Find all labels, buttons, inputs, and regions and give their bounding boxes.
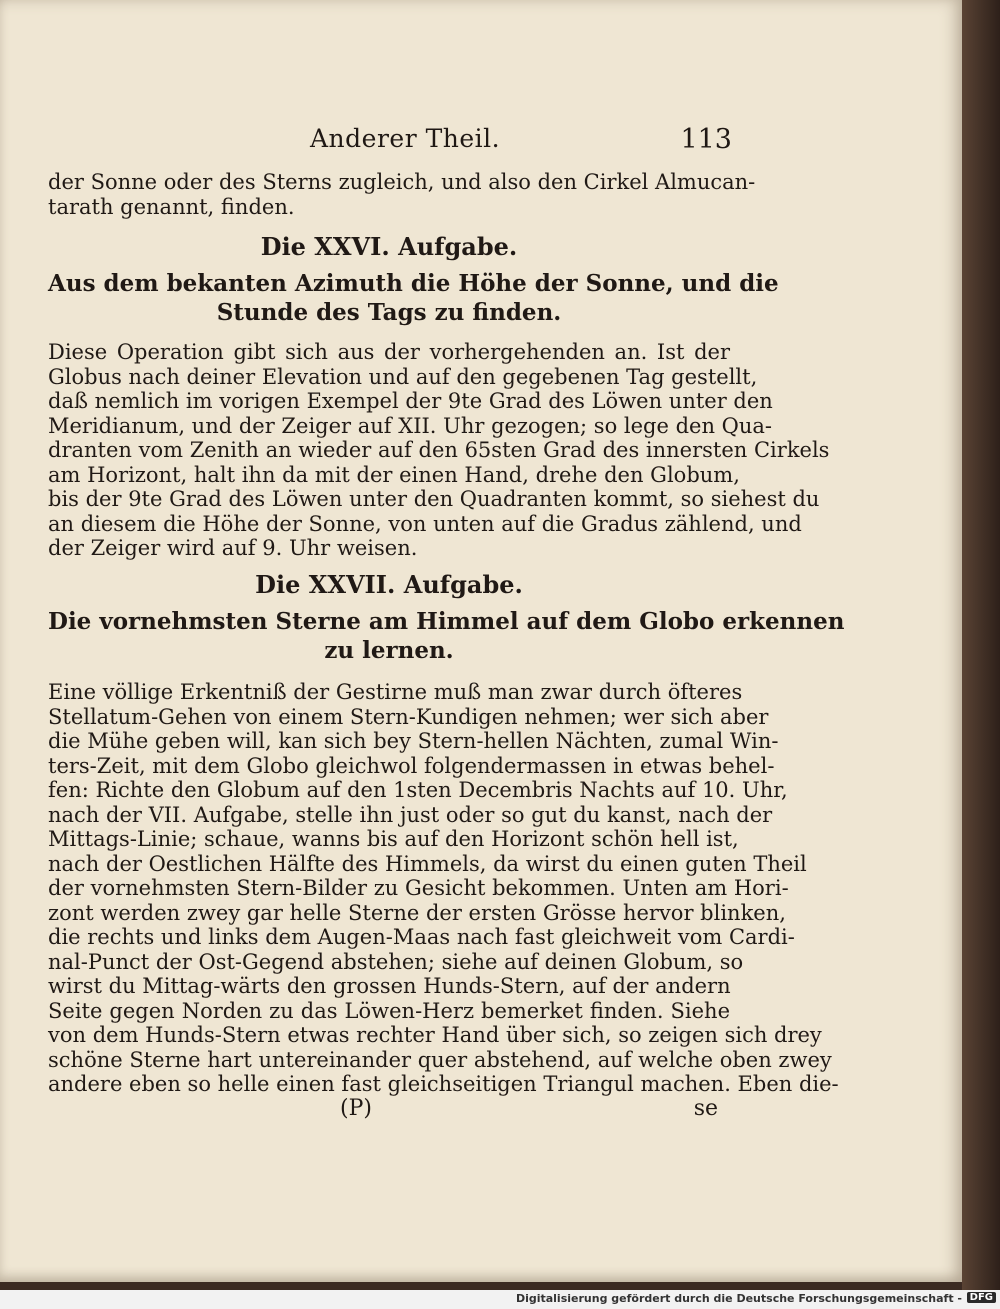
text-line: nach der VII. Aufgabe, stelle ihn just oder so gut du kanst, nach der (48, 802, 773, 827)
text-line: nal-Punct der Ost-Gegend abstehen; siehe auf deinen Globum, so (48, 949, 744, 974)
digitization-credit-bar (0, 1290, 1000, 1309)
text-line: die rechts und links dem Augen-Maas nach fast gleichweit vom Cardi- (48, 925, 795, 949)
book-spine-edge (962, 0, 1000, 1290)
task-26-subtitle-line: Aus dem bekanten Azimuth die Höhe der Sonne, und die (48, 270, 779, 297)
running-head: Anderer Theil. (310, 124, 501, 153)
page-header (52, 118, 732, 162)
text-line: Stellatum-Gehen von einem Stern-Kundigen nehmen; wer sich aber (48, 704, 769, 729)
page-footer (48, 1096, 730, 1124)
page-number: 113 (680, 124, 732, 155)
text-line: der Sonne oder des Sterns zugleich, und also den Cirkel Almucan- (48, 170, 756, 194)
text-line: der Zeiger wird auf 9. Uhr weisen. (48, 536, 418, 560)
text-line: Seite gegen Norden zu das Löwen-Herz bemerket finden. Siehe (48, 998, 730, 1023)
task-27-section (48, 570, 845, 665)
task-26-title: Die XXVI. Aufgabe. (260, 232, 518, 261)
task-26-body (48, 340, 830, 561)
task-27-subtitle-line: zu lernen. (324, 637, 454, 664)
text-line: am Horizont, halt ihn da mit der einen Hand, drehe den Globum, (48, 462, 740, 487)
text-line: fen: Richte den Globum auf den 1sten Decembris Nachts auf 10. Uhr, (48, 778, 788, 802)
catchword: se (693, 1096, 718, 1121)
text-line: Meridianum, und der Zeiger auf XII. Uhr gezogen; so lege den Qua- (48, 413, 773, 438)
task-27-subtitle-line: Die vornehmsten Sterne am Himmel auf dem Globo erkennen (48, 608, 845, 635)
intro-paragraph (48, 170, 756, 219)
text-line: schöne Sterne hart untereinander quer abstehend, auf welche oben zwey (48, 1047, 832, 1072)
dfg-logo: DFG (967, 1292, 996, 1303)
task-26-subtitle-line: Stunde des Tags zu finden. (216, 299, 562, 326)
text-line: Diese Operation gibt sich aus der vorhergehenden an. Ist der (48, 340, 730, 364)
text-line: bis der 9te Grad des Löwen unter den Quadranten kommt, so siehest du (48, 487, 820, 511)
task-26-section (48, 232, 779, 327)
text-line: die Mühe geben will, kan sich bey Stern-hellen Nächten, zumal Win- (48, 729, 779, 753)
text-line: ters-Zeit, mit dem Globo gleichwol folgendermassen in etwas behel- (48, 753, 775, 778)
task-27-body (48, 680, 839, 1097)
text-line: andere eben so helle einen fast gleichseitigen Triangul machen. Eben die- (48, 1072, 839, 1096)
credit-text: Digitalisierung gefördert durch die Deutsche Forschungsgemeinschaft - (515, 1292, 962, 1305)
text-line: Eine völlige Erkentniß der Gestirne muß man zwar durch öfteres (48, 680, 743, 704)
text-line: zont werden zwey gar helle Sterne der ersten Grösse hervor blinken, (48, 900, 786, 925)
signature-mark: (P) (340, 1096, 372, 1121)
text-line: der vornehmsten Stern-Bilder zu Gesicht bekommen. Unten am Hori- (48, 876, 789, 900)
text-line: an diesem die Höhe der Sonne, von unten auf die Gradus zählend, und (48, 511, 802, 536)
text-line: Mittags-Linie; schaue, wanns bis auf den Horizont schön hell ist, (48, 827, 739, 851)
text-line: Globus nach deiner Elevation und auf den gegebenen Tag gestellt, (48, 364, 758, 389)
text-line: wirst du Mittag-wärts den grossen Hunds-Stern, auf der andern (48, 974, 731, 998)
text-line: nach der Oestlichen Hälfte des Himmels, da wirst du einen guten Theil (48, 851, 807, 876)
text-line: von dem Hunds-Stern etwas rechter Hand über sich, so zeigen sich drey (48, 1023, 822, 1047)
text-line: tarath genannt, finden. (48, 194, 295, 219)
text-line: daß nemlich im vorigen Exempel der 9te Grad des Löwen unter den (48, 389, 773, 413)
text-line: dranten vom Zenith an wieder auf den 65sten Grad des innersten Cirkels (48, 438, 830, 462)
task-27-title: Die XXVII. Aufgabe. (255, 570, 523, 599)
